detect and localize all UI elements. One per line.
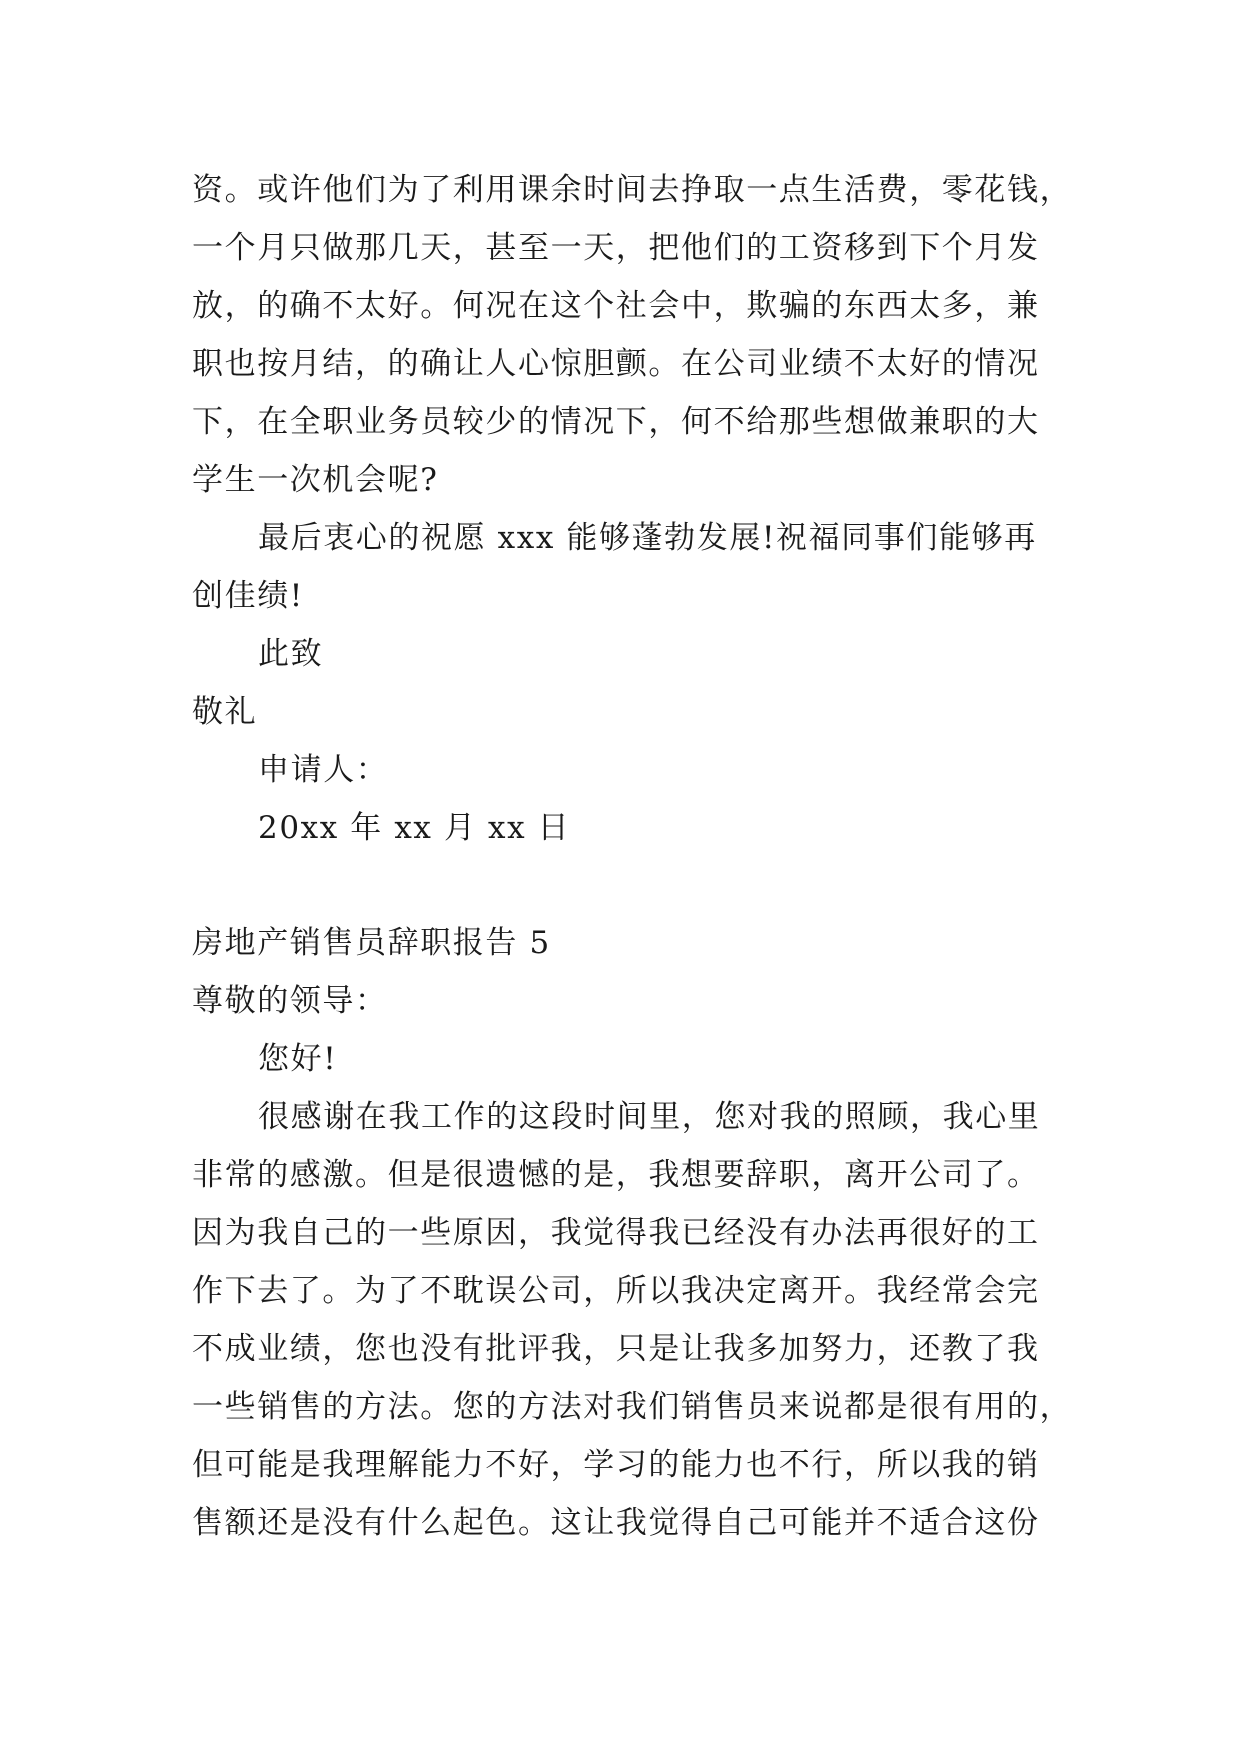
paragraph-line: 很感谢在我工作的这段时间里，您对我的照顾，我心里 <box>258 1099 1041 1135</box>
paragraph-line: 不成业绩，您也没有批评我，只是让我多加努力，还教了我 <box>192 1331 1040 1367</box>
paragraph-line: 非常的感激。但是很遗憾的是，我想要辞职，离开公司了。 <box>192 1157 1040 1193</box>
paragraph-line: 职也按月结，的确让人心惊胆颤。在公司业绩不太好的情况 <box>192 346 1040 382</box>
paragraph-line: 资。或许他们为了利用课余时间去挣取一点生活费，零花钱， <box>192 172 1073 208</box>
paragraph-line: 一个月只做那几天，甚至一天，把他们的工资移到下个月发 <box>192 230 1040 266</box>
paragraph-line: 下，在全职业务员较少的情况下，何不给那些想做兼职的大 <box>192 404 1040 440</box>
paragraph-line: 放，的确不太好。何况在这个社会中，欺骗的东西太多，兼 <box>192 288 1040 324</box>
date-line: 20xx 年 xx 月 xx 日 <box>258 810 571 846</box>
paragraph-line: 因为我自己的一些原因，我觉得我已经没有办法再很好的工 <box>192 1215 1040 1251</box>
applicant-label: 申请人： <box>258 752 389 788</box>
paragraph-line: 一些销售的方法。您的方法对我们销售员来说都是很有用的， <box>192 1389 1073 1425</box>
paragraph-line: 但可能是我理解能力不好，学习的能力也不行，所以我的销 <box>192 1447 1040 1483</box>
paragraph-line: 作下去了。为了不耽误公司，所以我决定离开。我经常会完 <box>192 1273 1040 1309</box>
paragraph-line: 创佳绩! <box>192 578 304 614</box>
closing-regards: 敬礼 <box>192 694 258 730</box>
greeting-line: 尊敬的领导： <box>192 983 388 1019</box>
section-title: 房地产销售员辞职报告 5 <box>192 925 551 961</box>
paragraph-line: 学生一次机会呢? <box>192 462 439 498</box>
greeting-line: 您好! <box>258 1041 338 1077</box>
closing-salutation: 此致 <box>258 636 324 672</box>
paragraph-line: 最后衷心的祝愿 xxx 能够蓬勃发展!祝福同事们能够再 <box>258 520 1037 556</box>
paragraph-line: 售额还是没有什么起色。这让我觉得自己可能并不适合这份 <box>192 1505 1040 1541</box>
